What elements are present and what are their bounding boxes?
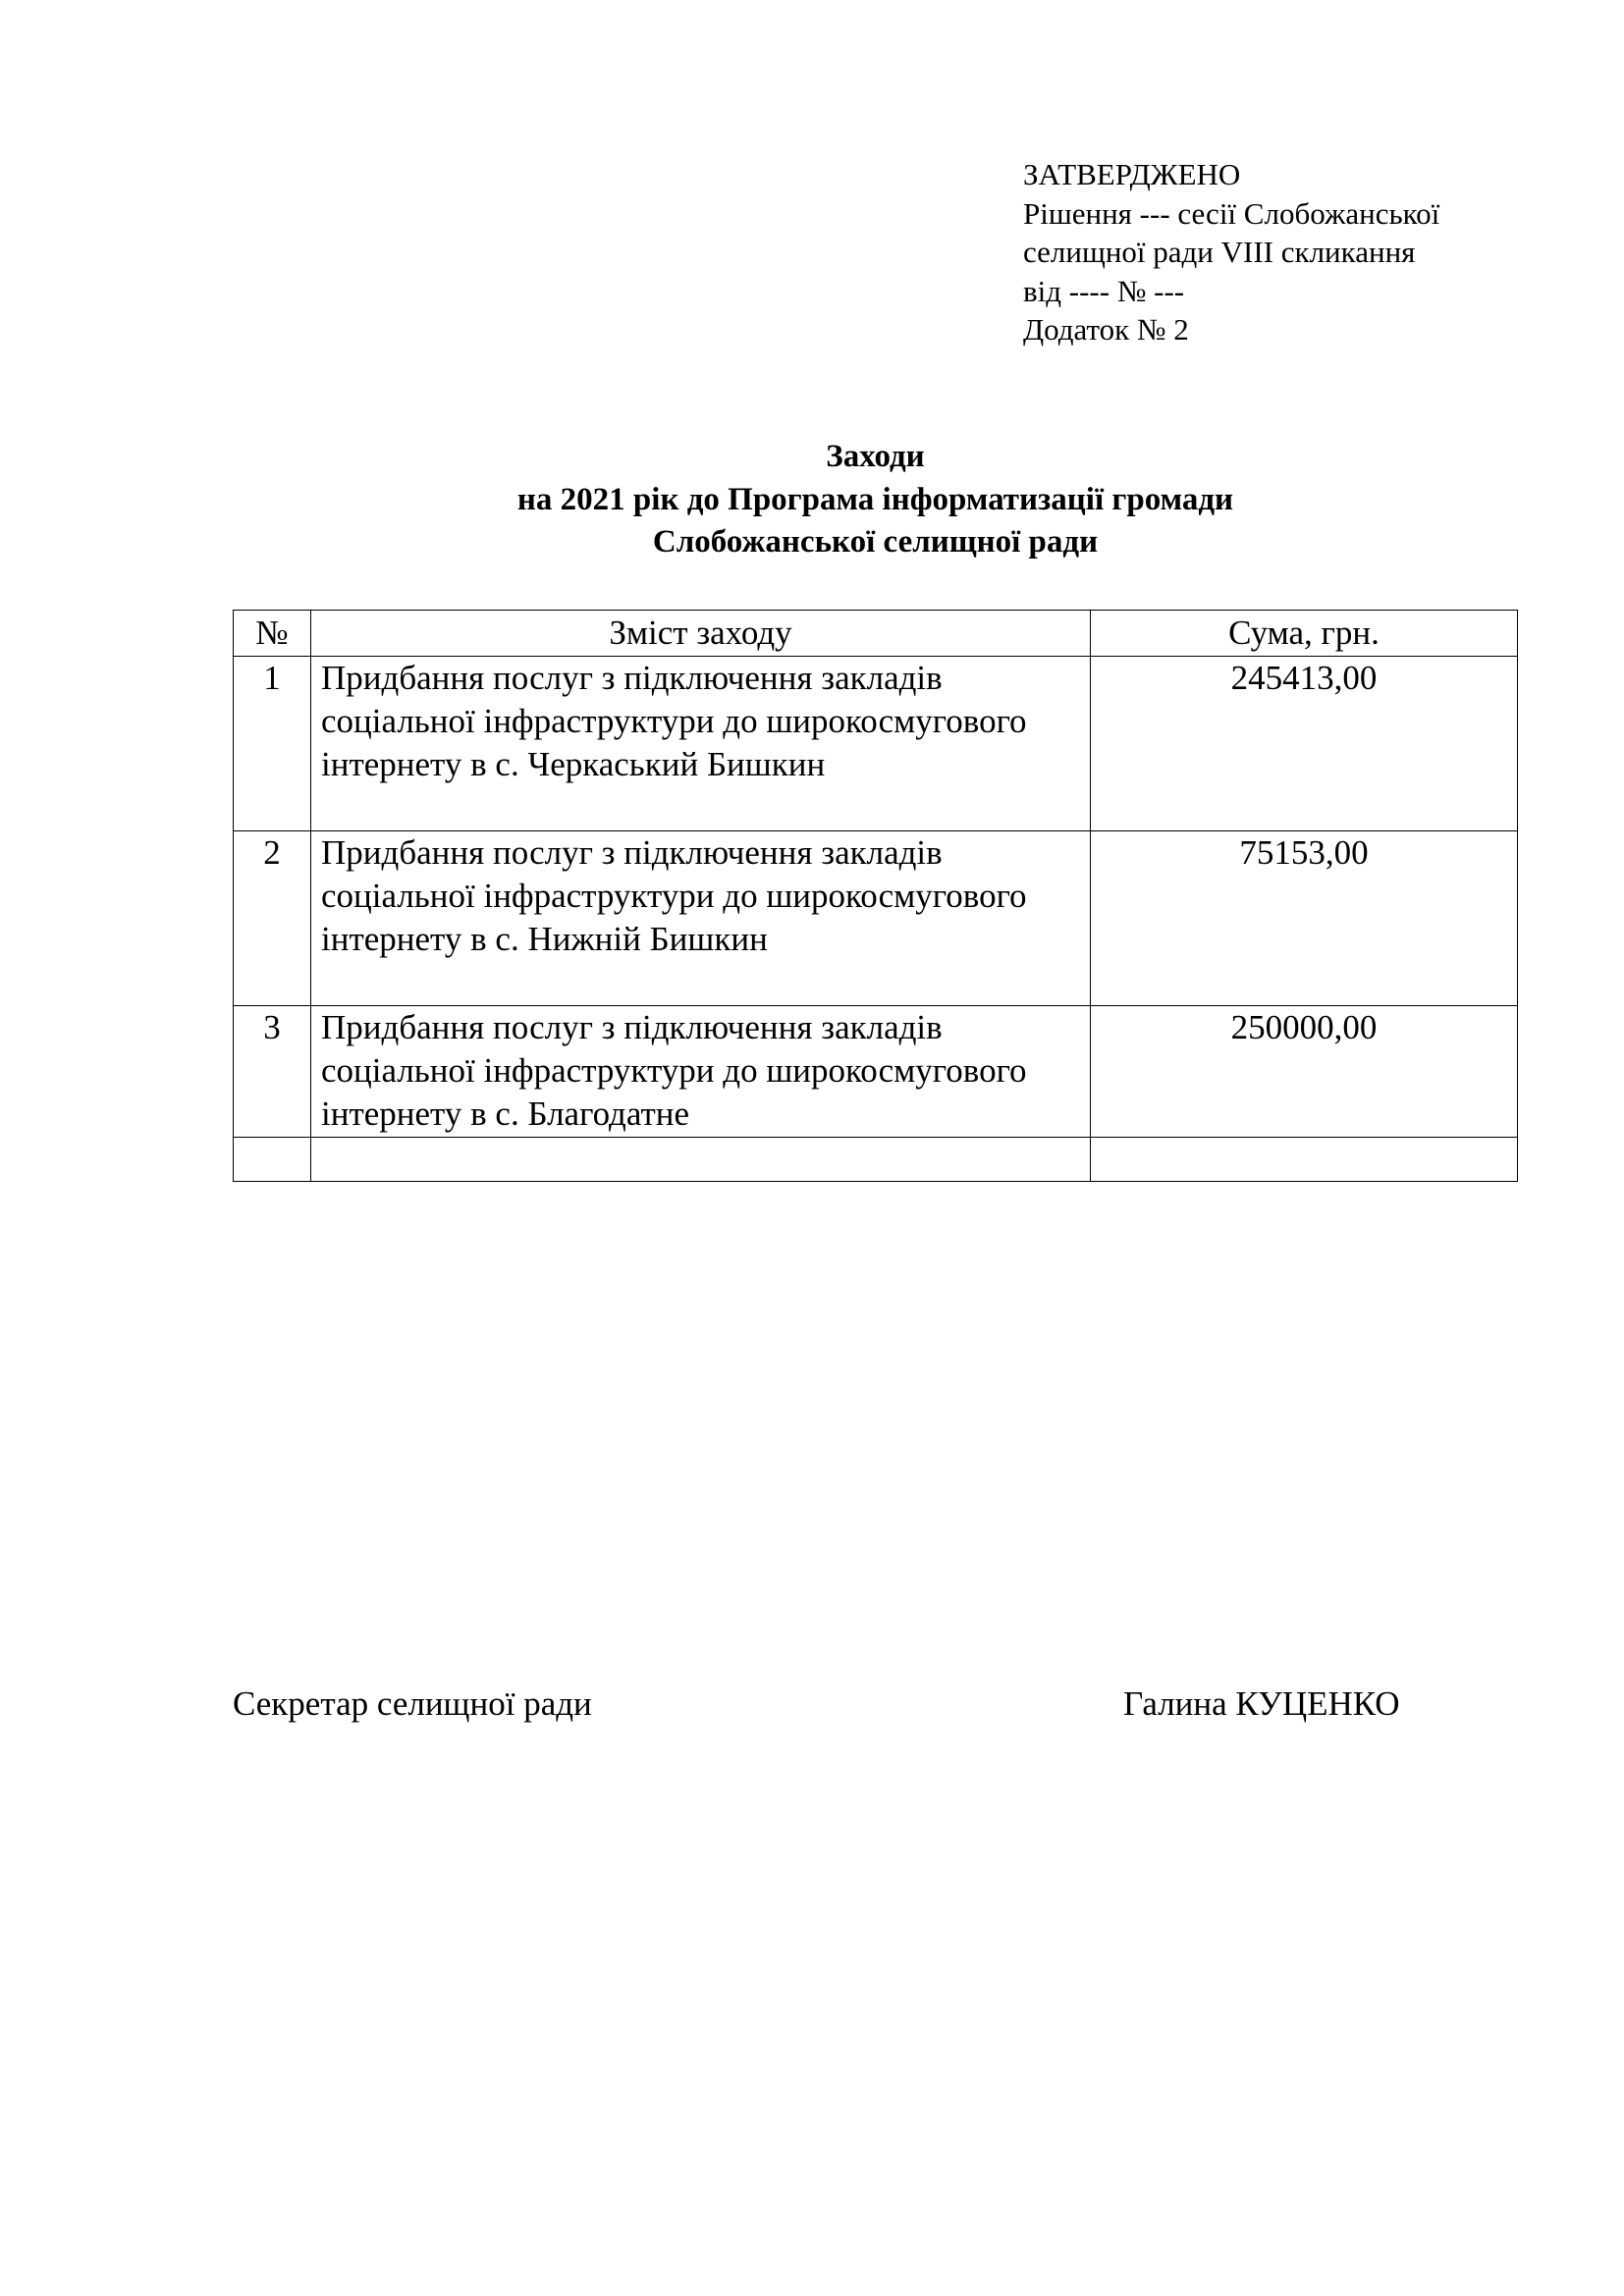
title-line-3: Слобожанської селищної ради (652, 524, 1099, 560)
table-row (234, 1006, 1518, 1138)
empty-cell-sum (1091, 1138, 1518, 1182)
header-content: Зміст заходу (311, 611, 1091, 657)
row-number: 3 (234, 1006, 311, 1138)
approval-decision-line: Рішення --- сесії Слобожанської (1023, 195, 1440, 231)
row-number: 2 (234, 831, 311, 1006)
empty-table-row (234, 1138, 1518, 1182)
approval-appendix-line: Додаток № 2 (1023, 312, 1189, 347)
document-title (0, 436, 1624, 564)
approval-stamp (1023, 155, 1439, 349)
table-row (234, 831, 1518, 1006)
row-content: Придбання послуг з підключення закладів соціальної інфраструктури до широкосмугового інтернету в с. Благодатне (311, 1006, 1091, 1138)
approval-heading: ЗАТВЕРДЖЕНО (1023, 157, 1241, 191)
row-number: 1 (234, 657, 311, 831)
approval-date-number-line: від ---- № --- (1023, 273, 1185, 308)
header-sum: Сума, грн. (1091, 611, 1518, 657)
signatory-name: Галина КУЦЕНКО (1123, 1684, 1400, 1723)
measures-table (233, 610, 1518, 1182)
row-content: Придбання послуг з підключення закладів соціальної інфраструктури до широкосмугового інтернету в с. Черкаський Бишкин (311, 657, 1091, 831)
signatory-position: Секретар селищної ради (233, 1684, 592, 1723)
title-line-1: Заходи (826, 439, 925, 474)
table-header-row (234, 611, 1518, 657)
empty-cell-number (234, 1138, 311, 1182)
approval-council-line: селищної ради VIII скликання (1023, 235, 1416, 269)
empty-cell-content (311, 1138, 1091, 1182)
row-sum: 250000,00 (1091, 1006, 1518, 1138)
title-line-2: на 2021 рік до Програма інформатизації громади (516, 481, 1234, 517)
row-sum: 245413,00 (1091, 657, 1518, 831)
header-number: № (234, 611, 311, 657)
row-sum: 75153,00 (1091, 831, 1518, 1006)
row-content: Придбання послуг з підключення закладів соціальної інфраструктури до широкосмугового інтернету в с. Нижній Бишкин (311, 831, 1091, 1006)
table-row (234, 657, 1518, 831)
